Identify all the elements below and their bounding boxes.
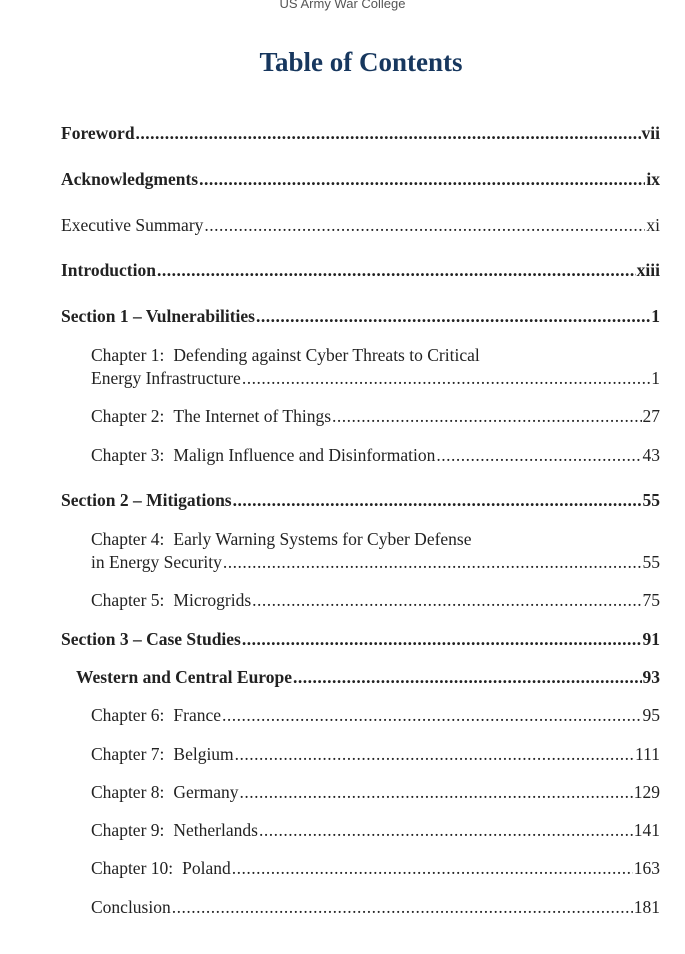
toc-page-number: 1 (651, 368, 660, 388)
dot-leader (242, 628, 642, 651)
dot-leader (242, 367, 650, 390)
chapter-title: Malign Influence and Disinformation (173, 445, 436, 465)
dot-leader (199, 168, 645, 191)
toc-page-number: 43 (642, 445, 660, 465)
chapter-number: Chapter 10: (91, 858, 174, 878)
dot-leader (293, 666, 642, 689)
toc-page-number: 111 (635, 744, 660, 764)
toc-entry-chapter-6[interactable] (91, 704, 660, 727)
dot-leader (252, 589, 641, 612)
toc-page-number: xi (646, 215, 660, 235)
toc-entry-label: Western and Central Europe (76, 667, 292, 687)
toc-entry-section-2[interactable] (61, 489, 660, 512)
toc-page-number: xiii (636, 260, 660, 280)
chapter-title: Germany (173, 782, 239, 802)
dot-leader (240, 781, 633, 804)
chapter-number: Chapter 9: (91, 820, 165, 840)
toc-entry-label: Conclusion (91, 897, 171, 917)
toc-page-number: 129 (633, 782, 660, 802)
dot-leader (235, 743, 634, 766)
toc-page-number: 141 (633, 820, 660, 840)
toc-page-number: 75 (642, 590, 660, 610)
dot-leader (223, 551, 642, 574)
toc-entry-chapter-4[interactable] (91, 528, 660, 574)
toc-entry-label: Foreword (61, 123, 135, 143)
chapter-number: Chapter 5: (91, 590, 165, 610)
toc-entry-foreword[interactable] (61, 122, 660, 145)
toc-page-number: ix (646, 169, 660, 189)
chapter-title-line-2: in Energy Security (91, 552, 222, 572)
toc-entry-section-1[interactable] (61, 305, 660, 328)
toc-page-number: 181 (633, 897, 660, 917)
toc-entry-chapter-3[interactable] (91, 444, 660, 467)
toc-entry-label: Introduction (61, 260, 156, 280)
toc-page-number: 1 (651, 306, 660, 326)
dot-leader (157, 259, 636, 282)
toc-page-number: 55 (642, 490, 660, 510)
toc-entry-chapter-10[interactable] (91, 857, 660, 880)
chapter-number: Chapter 3: (91, 445, 165, 465)
dot-leader (259, 819, 633, 842)
toc-entry-chapter-8[interactable] (91, 781, 660, 804)
toc-entry-western-central-europe[interactable] (76, 666, 660, 689)
chapter-title-line-2: Energy Infrastructure (91, 368, 241, 388)
toc-page-number: 27 (642, 406, 660, 426)
toc-entry-label: Section 3 – Case Studies (61, 629, 241, 649)
toc-entry-chapter-2[interactable] (91, 405, 660, 428)
toc-page-number: 95 (642, 705, 660, 725)
chapter-title: France (173, 705, 222, 725)
dot-leader (256, 305, 650, 328)
toc-entry-label: Section 2 – Mitigations (61, 490, 232, 510)
chapter-number: Chapter 8: (91, 782, 165, 802)
toc-entry-chapter-1[interactable] (91, 344, 660, 390)
toc-entry-label: Section 1 – Vulnerabilities (61, 306, 255, 326)
toc-page-number: vii (641, 123, 660, 143)
toc-entry-label: Executive Summary (61, 215, 204, 235)
toc-entry-chapter-9[interactable] (91, 819, 660, 842)
dot-leader (136, 122, 641, 145)
toc-page-number: 163 (633, 858, 660, 878)
dot-leader (232, 857, 633, 880)
chapter-title: The Internet of Things (173, 406, 332, 426)
chapter-title: Microgrids (173, 590, 252, 610)
toc-page-number: 93 (642, 667, 660, 687)
dot-leader (233, 489, 642, 512)
toc-entry-acknowledgments[interactable] (61, 168, 660, 191)
dot-leader (172, 896, 633, 919)
toc-entry-chapter-7[interactable] (91, 743, 660, 766)
toc-entry-executive-summary[interactable] (61, 214, 660, 237)
toc-page-number: 55 (642, 552, 660, 572)
chapter-number: Chapter 6: (91, 705, 165, 725)
chapter-number: Chapter 1: (91, 345, 165, 365)
chapter-title-line-1: Defending against Cyber Threats to Critical (173, 345, 480, 365)
dot-leader (436, 444, 641, 467)
toc-entry-section-3[interactable] (61, 628, 660, 651)
chapter-title: Belgium (173, 744, 234, 764)
chapter-title-line-1: Early Warning Systems for Cyber Defense (173, 529, 472, 549)
chapter-title: Netherlands (173, 820, 258, 840)
toc-entry-introduction[interactable] (61, 259, 660, 282)
toc-entry-label: Acknowledgments (61, 169, 199, 189)
chapter-number: Chapter 4: (91, 529, 165, 549)
toc-entry-chapter-5[interactable] (91, 589, 660, 612)
dot-leader (332, 405, 641, 428)
page-title: Table of Contents (259, 47, 463, 77)
chapter-number: Chapter 7: (91, 744, 165, 764)
dot-leader (204, 214, 645, 237)
toc-page-number: 91 (642, 629, 660, 649)
dot-leader (222, 704, 641, 727)
chapter-number: Chapter 2: (91, 406, 165, 426)
running-header: US Army War College (279, 0, 406, 11)
toc-entry-conclusion[interactable] (91, 896, 660, 919)
chapter-title: Poland (182, 858, 231, 878)
